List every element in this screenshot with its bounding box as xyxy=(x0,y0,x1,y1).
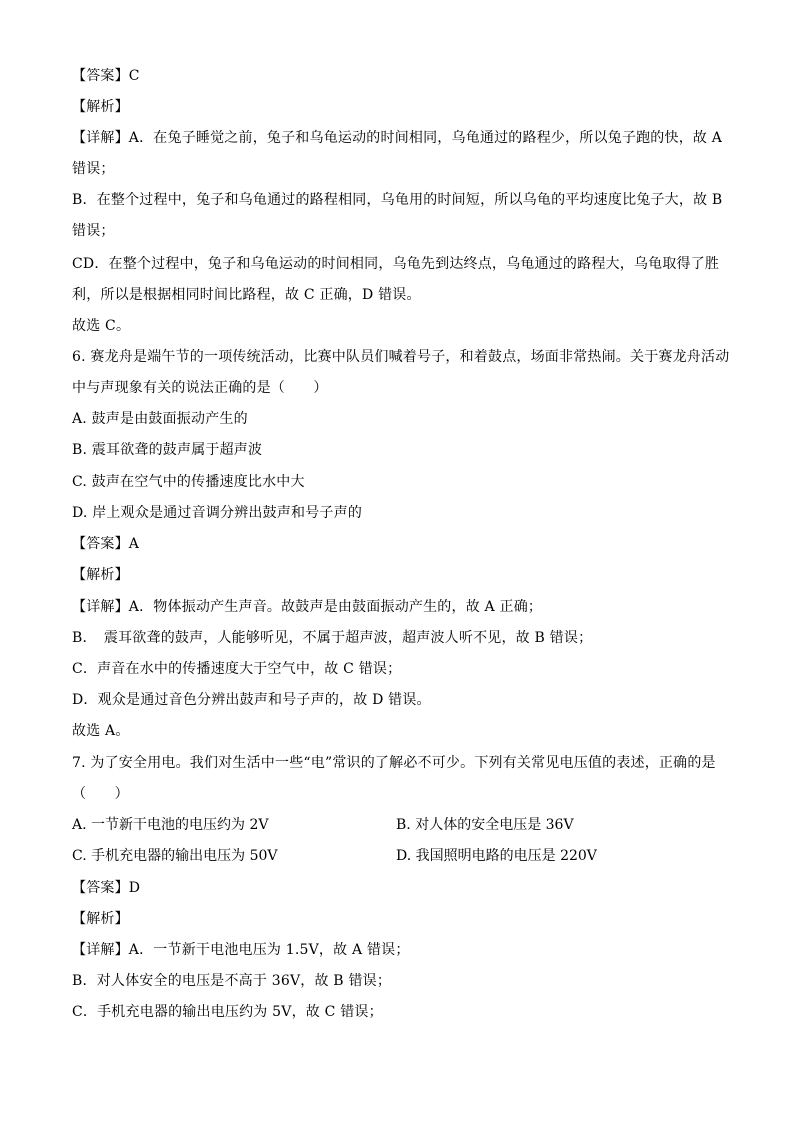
question-6-option-a: A. 鼓声是由鼓面振动产生的 xyxy=(72,411,248,427)
explanation-line: 【详解】A．在兔子睡觉之前，兔子和乌龟运动的时间相同，乌龟通过的路程少，所以兔子跑的快，故 A xyxy=(72,130,723,146)
question-7-option-b: B. 对人体的安全电压是 36V xyxy=(396,817,574,833)
explanation-line: C．声音在水中的传播速度大于空气中，故 C 错误； xyxy=(72,661,402,677)
question-6-option-b: B. 震耳欲聋的鼓声属于超声波 xyxy=(72,442,263,458)
conclusion-line: 故选 A。 xyxy=(72,723,130,739)
explanation-line: 【详解】A．物体振动产生声音。故鼓声是由鼓面振动产生的，故 A 正确； xyxy=(72,599,543,615)
explanation-line: 错误； xyxy=(72,223,115,239)
explanation-line: CD．在整个过程中，兔子和乌龟运动的时间相同，乌龟先到达终点，乌龟通过的路程大，乌龟取得了胜 xyxy=(72,256,720,272)
explanation-line: B．对人体安全的电压是不高于 36V，故 B 错误； xyxy=(72,973,392,989)
question-6-stem: 6. 赛龙舟是端午节的一项传统活动，比赛中队员们喊着号子，和着鼓点，场面非常热闹。关于赛龙舟活动 xyxy=(72,349,730,365)
question-7-option-a: A. 一节新干电池的电压约为 2V xyxy=(72,817,269,833)
question-7-option-d: D. 我国照明电路的电压是 220V xyxy=(396,848,597,864)
answer-label: 【答案】D xyxy=(72,880,141,896)
question-7-stem: 7. 为了安全用电。我们对生活中一些“电”常识的了解必不可少。下列有关常见电压值的表述，正确的是 xyxy=(72,755,716,771)
question-6-stem: 中与声现象有关的说法正确的是（ ） xyxy=(72,380,328,396)
answer-label: 【答案】A xyxy=(72,536,140,552)
explanation-line: 错误； xyxy=(72,161,115,177)
analysis-label: 【解析】 xyxy=(72,567,129,583)
conclusion-line: 故选 C。 xyxy=(72,318,131,334)
analysis-label: 【解析】 xyxy=(72,911,129,927)
explanation-line: C．手机充电器的输出电压约为 5V，故 C 错误； xyxy=(72,1004,383,1020)
explanation-line: D．观众是通过音色分辨出鼓声和号子声的，故 D 错误。 xyxy=(72,692,431,708)
explanation-line: 利，所以是根据相同时间比路程，故 C 正确，D 错误。 xyxy=(72,287,421,303)
question-7-stem: （ ） xyxy=(72,786,129,802)
question-6-option-c: C. 鼓声在空气中的传播速度比水中大 xyxy=(72,474,305,490)
question-6-option-d: D. 岸上观众是通过音调分辨出鼓声和号子声的 xyxy=(72,505,363,521)
explanation-line: 【详解】A．一节新干电池电压为 1.5V，故 A 错误； xyxy=(72,942,410,958)
answer-label: 【答案】C xyxy=(72,68,140,84)
analysis-label: 【解析】 xyxy=(72,99,129,115)
question-7-option-c: C. 手机充电器的输出电压为 50V xyxy=(72,848,278,864)
explanation-line: B． 震耳欲聋的鼓声，人能够听见，不属于超声波，超声波人听不见，故 B 错误； xyxy=(72,630,593,646)
explanation-line: B．在整个过程中，兔子和乌龟通过的路程相同，乌龟用的时间短，所以乌龟的平均速度比兔子大，故 B xyxy=(72,192,723,208)
